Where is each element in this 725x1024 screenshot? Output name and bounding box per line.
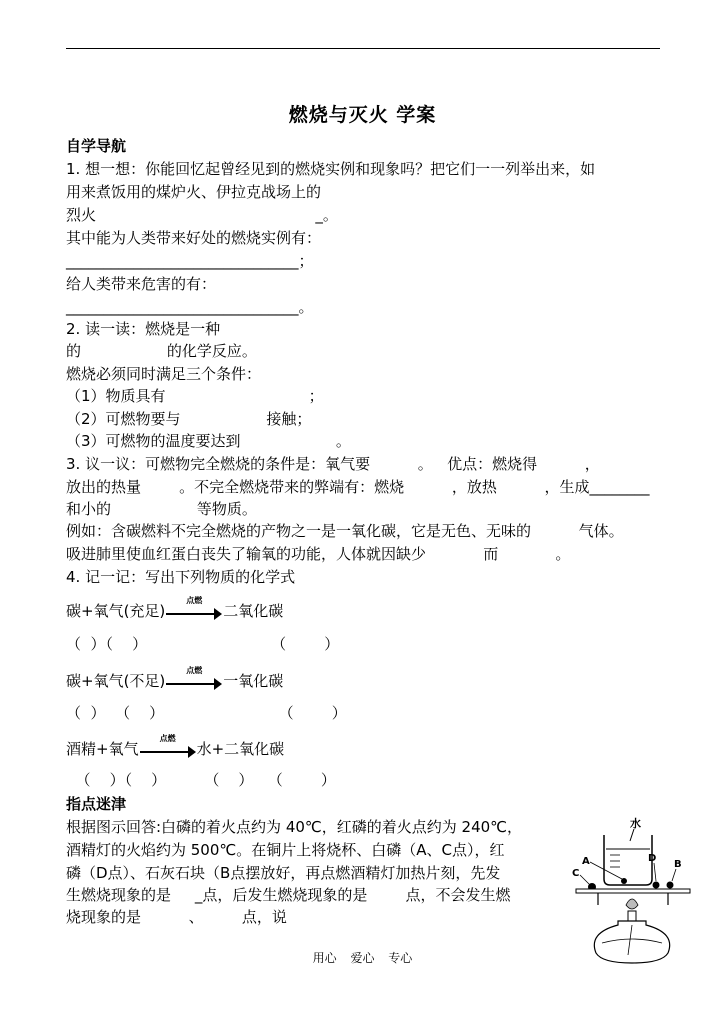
reaction-arrow-icon bbox=[166, 595, 222, 619]
text-line: 烈火 _。 bbox=[66, 206, 338, 224]
section-heading-tips: 指点迷津 bbox=[66, 795, 127, 813]
text-line: 1. 想一想：你能回忆起曾经见到的燃烧实例和现象吗？把它们一一列举出来，如 bbox=[66, 160, 596, 178]
equation-3 bbox=[66, 733, 285, 760]
equation-2 bbox=[66, 665, 284, 692]
text-line: 放出的热量 。不完全燃烧带来的弊端有：燃烧 ，放热 ，生成________ bbox=[66, 478, 650, 496]
answer-blanks: （ ）（ ） （ ） bbox=[66, 635, 340, 653]
answer-blanks: （ ） （ ） （ ） bbox=[66, 704, 347, 722]
svg-text:A: A bbox=[582, 856, 590, 867]
text-line: _______________________________； bbox=[66, 252, 314, 270]
reaction-arrow-icon bbox=[140, 733, 196, 757]
svg-text:D: D bbox=[648, 853, 657, 864]
label-water: 水 bbox=[630, 817, 641, 830]
text-line: 给人类带来危害的有： bbox=[66, 275, 217, 293]
reaction-condition: 点燃 bbox=[186, 595, 203, 605]
page-footer: 用心 爱心 专心 bbox=[312, 951, 413, 965]
reaction-condition: 点燃 bbox=[186, 665, 203, 675]
section-heading-self-study: 自学导航 bbox=[66, 137, 127, 155]
reaction-condition: 点燃 bbox=[159, 733, 176, 743]
reaction-arrow-icon bbox=[166, 665, 222, 689]
text-line: 和小的 等物质。 bbox=[66, 500, 257, 518]
text-line: 3. 议一议：可燃物完全燃烧的条件是：氧气要 。 优点：燃烧得 ， bbox=[66, 455, 600, 473]
text-line: （1）物质具有 ； bbox=[66, 387, 324, 405]
text-line: （3）可燃物的温度要达到 。 bbox=[66, 432, 351, 450]
experiment-apparatus-figure bbox=[568, 815, 698, 965]
text-line: 2. 读一读：燃烧是一种 bbox=[66, 320, 221, 338]
answer-blanks: （ ）（ ） （ ） （ ） bbox=[66, 771, 336, 789]
equation-reactants: 碳+氧气(不足) bbox=[66, 672, 166, 690]
text-line: 例如：含碳燃料不完全燃烧的产物之一是一氧化碳，它是无色、无味的 气体。 bbox=[66, 522, 624, 540]
svg-text:C: C bbox=[572, 868, 580, 879]
equation-products: 一氧化碳 bbox=[223, 672, 284, 690]
text-line: 生燃烧现象的是 _点，后发生燃烧现象的是 点，不会发生燃 bbox=[66, 886, 511, 904]
page-title: 燃烧与灭火 学案 bbox=[288, 104, 437, 126]
equation-1 bbox=[66, 595, 284, 622]
text-line: 其中能为人类带来好处的燃烧实例有： bbox=[66, 229, 322, 247]
equation-reactants: 碳+氧气(充足) bbox=[66, 602, 166, 620]
text-line: 吸进肺里使血红蛋白丧失了输氧的功能，人体就因缺少 而 。 bbox=[66, 545, 571, 563]
text-line: 4. 记一记：写出下列物质的化学式 bbox=[66, 568, 296, 586]
text-line: 用来煮饭用的煤炉火、伊拉克战场上的 bbox=[66, 183, 322, 201]
text-line: _______________________________。 bbox=[66, 298, 314, 316]
svg-text:B: B bbox=[674, 859, 682, 870]
text-line: （2）可燃物要与 接触； bbox=[66, 410, 312, 428]
text-line: 燃烧必须同时满足三个条件： bbox=[66, 365, 262, 383]
text-line: 的 的化学反应。 bbox=[66, 342, 257, 360]
text-line: 酒精灯的火焰约为 500℃。在铜片上将烧杯、白磷（A、C点），红 bbox=[66, 841, 505, 859]
text-line: 磷（D点）、石灰石块（B点摆放好，再点燃酒精灯加热片刻，先发 bbox=[66, 864, 501, 882]
text-line: 烧现象的是 、 点，说 bbox=[66, 908, 287, 926]
equation-products: 二氧化碳 bbox=[223, 602, 284, 620]
header-rule bbox=[66, 48, 660, 49]
equation-products: 水+二氧化碳 bbox=[196, 740, 285, 758]
text-line: 根据图示回答:白磷的着火点约为 40℃，红磷的着火点约为 240℃， bbox=[66, 818, 523, 836]
equation-reactants: 酒精+氧气 bbox=[66, 740, 139, 758]
